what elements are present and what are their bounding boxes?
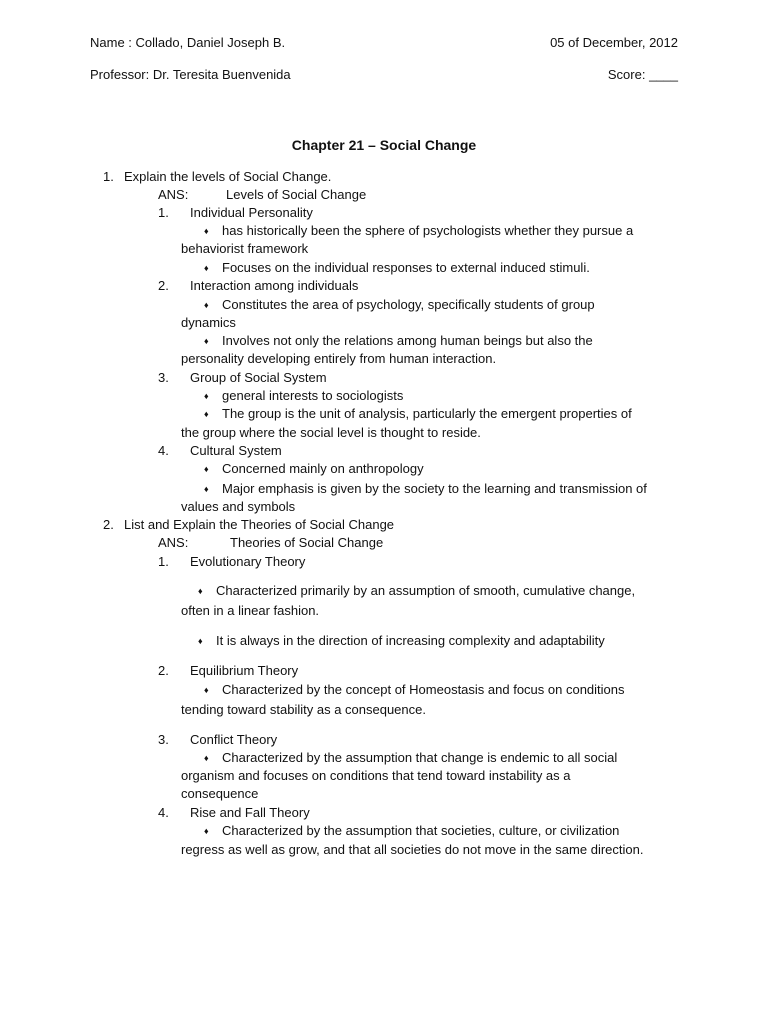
list-item-title: Cultural System — [190, 443, 282, 458]
list-number: 4. — [158, 805, 169, 820]
list-number: 1. — [158, 554, 169, 569]
diamond-bullet-icon: ♦ — [204, 336, 209, 346]
score-field: Score: ____ — [607, 67, 678, 82]
bullet-item: ♦ Characterized primarily by an assumption of smooth, cumulative change, — [198, 583, 636, 598]
list-item-title: Equilibrium Theory — [190, 663, 299, 678]
bullet-item: ♦ Constitutes the area of psychology, specifically students of group — [204, 297, 595, 312]
bullet-item: ♦ Characterized by the concept of Homeostasis and focus on conditions — [204, 682, 625, 697]
bullet-item: ♦ Characterized by the assumption that change is endemic to all social — [204, 750, 618, 765]
diamond-bullet-icon: ♦ — [204, 409, 209, 419]
list-item-title: Group of Social System — [190, 370, 327, 385]
diamond-bullet-icon: ♦ — [204, 391, 209, 401]
bullet-item: ♦ Major emphasis is given by the society to the learning and transmission of — [204, 481, 647, 496]
diamond-bullet-icon: ♦ — [204, 753, 209, 763]
bullet-continuation: behaviorist framework — [181, 241, 309, 256]
student-name: Name : Collado, Daniel Joseph B. — [90, 35, 286, 50]
question-text: List and Explain the Theories of Social Change — [124, 517, 395, 532]
list-item-title: Rise and Fall Theory — [190, 805, 310, 820]
bullet-item: ♦ Involves not only the relations among human beings but also the — [204, 333, 593, 348]
list-number: 2. — [158, 278, 169, 293]
diamond-bullet-icon: ♦ — [204, 685, 209, 695]
bullet-continuation: often in a linear fashion. — [181, 603, 320, 618]
bullet-continuation: dynamics — [181, 315, 236, 330]
question-number: 1. — [103, 169, 114, 184]
bullet-item: ♦ It is always in the direction of increasing complexity and adaptability — [198, 633, 605, 648]
answer-heading: Levels of Social Change — [226, 187, 367, 202]
date: 05 of December, 2012 — [550, 35, 678, 50]
answer-label: ANS: — [158, 535, 189, 550]
bullet-item: ♦ The group is the unit of analysis, particularly the emergent properties of — [204, 406, 632, 421]
list-number: 4. — [158, 443, 169, 458]
bullet-continuation: organism and focuses on conditions that tend toward instability as a — [181, 768, 571, 783]
page-title: Chapter 21 – Social Change — [291, 137, 477, 153]
diamond-bullet-icon: ♦ — [198, 586, 203, 596]
list-number: 2. — [158, 663, 169, 678]
diamond-bullet-icon: ♦ — [204, 226, 209, 236]
list-item-title: Interaction among individuals — [190, 278, 359, 293]
list-number: 3. — [158, 370, 169, 385]
diamond-bullet-icon: ♦ — [204, 300, 209, 310]
bullet-item: ♦ has historically been the sphere of psychologists whether they pursue a — [204, 223, 634, 238]
bullet-item: ♦ Concerned mainly on anthropology — [204, 461, 424, 476]
answer-label: ANS: — [158, 187, 189, 202]
list-item-title: Evolutionary Theory — [190, 554, 306, 569]
bullet-continuation: values and symbols — [181, 499, 296, 514]
question-text: Explain the levels of Social Change. — [124, 169, 332, 184]
list-number: 1. — [158, 205, 169, 220]
bullet-continuation: personality developing entirely from human interaction. — [181, 351, 497, 366]
list-number: 3. — [158, 732, 169, 747]
bullet-item: ♦ general interests to sociologists — [204, 388, 404, 403]
professor-name: Professor: Dr. Teresita Buenvenida — [90, 67, 291, 82]
diamond-bullet-icon: ♦ — [198, 636, 203, 646]
bullet-continuation: consequence — [181, 786, 259, 801]
bullet-item: ♦ Focuses on the individual responses to external induced stimuli. — [204, 260, 590, 275]
bullet-item: ♦ Characterized by the assumption that societies, culture, or civilization — [204, 823, 620, 838]
answer-heading: Theories of Social Change — [230, 535, 384, 550]
bullet-continuation: tending toward stability as a consequence. — [181, 702, 426, 717]
bullet-continuation: regress as well as grow, and that all societies do not move in the same direction. — [181, 842, 644, 857]
bullet-continuation: the group where the social level is thought to reside. — [181, 425, 481, 440]
question-number: 2. — [103, 517, 114, 532]
diamond-bullet-icon: ♦ — [204, 484, 209, 494]
diamond-bullet-icon: ♦ — [204, 263, 209, 273]
diamond-bullet-icon: ♦ — [204, 464, 209, 474]
list-item-title: Individual Personality — [190, 205, 313, 220]
diamond-bullet-icon: ♦ — [204, 826, 209, 836]
list-item-title: Conflict Theory — [190, 732, 278, 747]
